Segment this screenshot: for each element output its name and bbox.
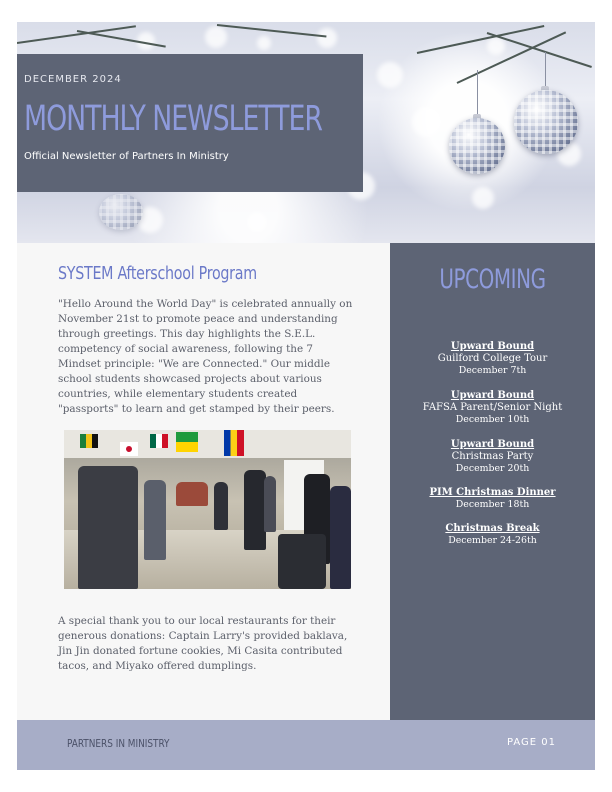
event-name: Upward Bound [450, 439, 535, 450]
closing-paragraph: A special thank you to our local restaurants for their generous donations: Captain Larry's provided baklava, Jin Jin donated fortune cookies, Mi Casita contributed tacos, and Miyako offered dumplings. [58, 615, 348, 672]
feature-article [58, 263, 358, 417]
article-title: SYSTEM Afterschool Program [58, 263, 257, 284]
event-date: December 20th [455, 463, 530, 474]
page-footer [17, 720, 595, 770]
event-date: December 10th [455, 414, 530, 425]
issue-date: DECEMBER 2024 [24, 74, 122, 85]
article-body: "Hello Around the World Day" is celebrated annually on November 21st to promote peace and understanding through greetings. This day highlights the S.E.L. competency of social awareness, following the 7 Mindset principle: "We are Connected." Our middle school students showcased projects about various countries, while elementary students created "passports" to learn and get stamped by their peers. [58, 298, 353, 415]
event-name: Upward Bound [450, 341, 535, 352]
masthead [17, 54, 363, 192]
event-detail: FAFSA Parent/Senior Night [422, 402, 563, 413]
event-item [390, 390, 595, 426]
upcoming-heading: UPCOMING [439, 264, 546, 295]
header-banner-image [17, 22, 595, 243]
event-detail: Christmas Party [451, 451, 534, 462]
event-name: Christmas Break [445, 523, 540, 534]
event-date: December 24-26th [448, 535, 537, 546]
event-name: Upward Bound [450, 390, 535, 401]
event-name: PIM Christmas Dinner [429, 487, 556, 498]
event-detail: Guilford College Tour [437, 353, 548, 364]
event-photo [64, 430, 351, 589]
ornament-icon [449, 118, 505, 174]
ornament-icon [514, 90, 578, 154]
newsletter-page [17, 22, 595, 770]
upcoming-sidebar [390, 243, 595, 720]
ornament-icon [99, 194, 143, 230]
event-date: December 18th [455, 499, 530, 510]
newsletter-title: MONTHLY NEWSLETTER [24, 99, 322, 139]
page-number: PAGE 01 [506, 737, 556, 748]
event-item [390, 487, 595, 511]
event-item [390, 523, 595, 547]
newsletter-subtitle: Official Newsletter of Partners In Ministry [24, 151, 229, 162]
event-item [390, 439, 595, 475]
event-date: December 7th [458, 365, 527, 376]
footer-organization: PARTNERS IN MINISTRY [67, 737, 170, 750]
event-item [390, 341, 595, 377]
